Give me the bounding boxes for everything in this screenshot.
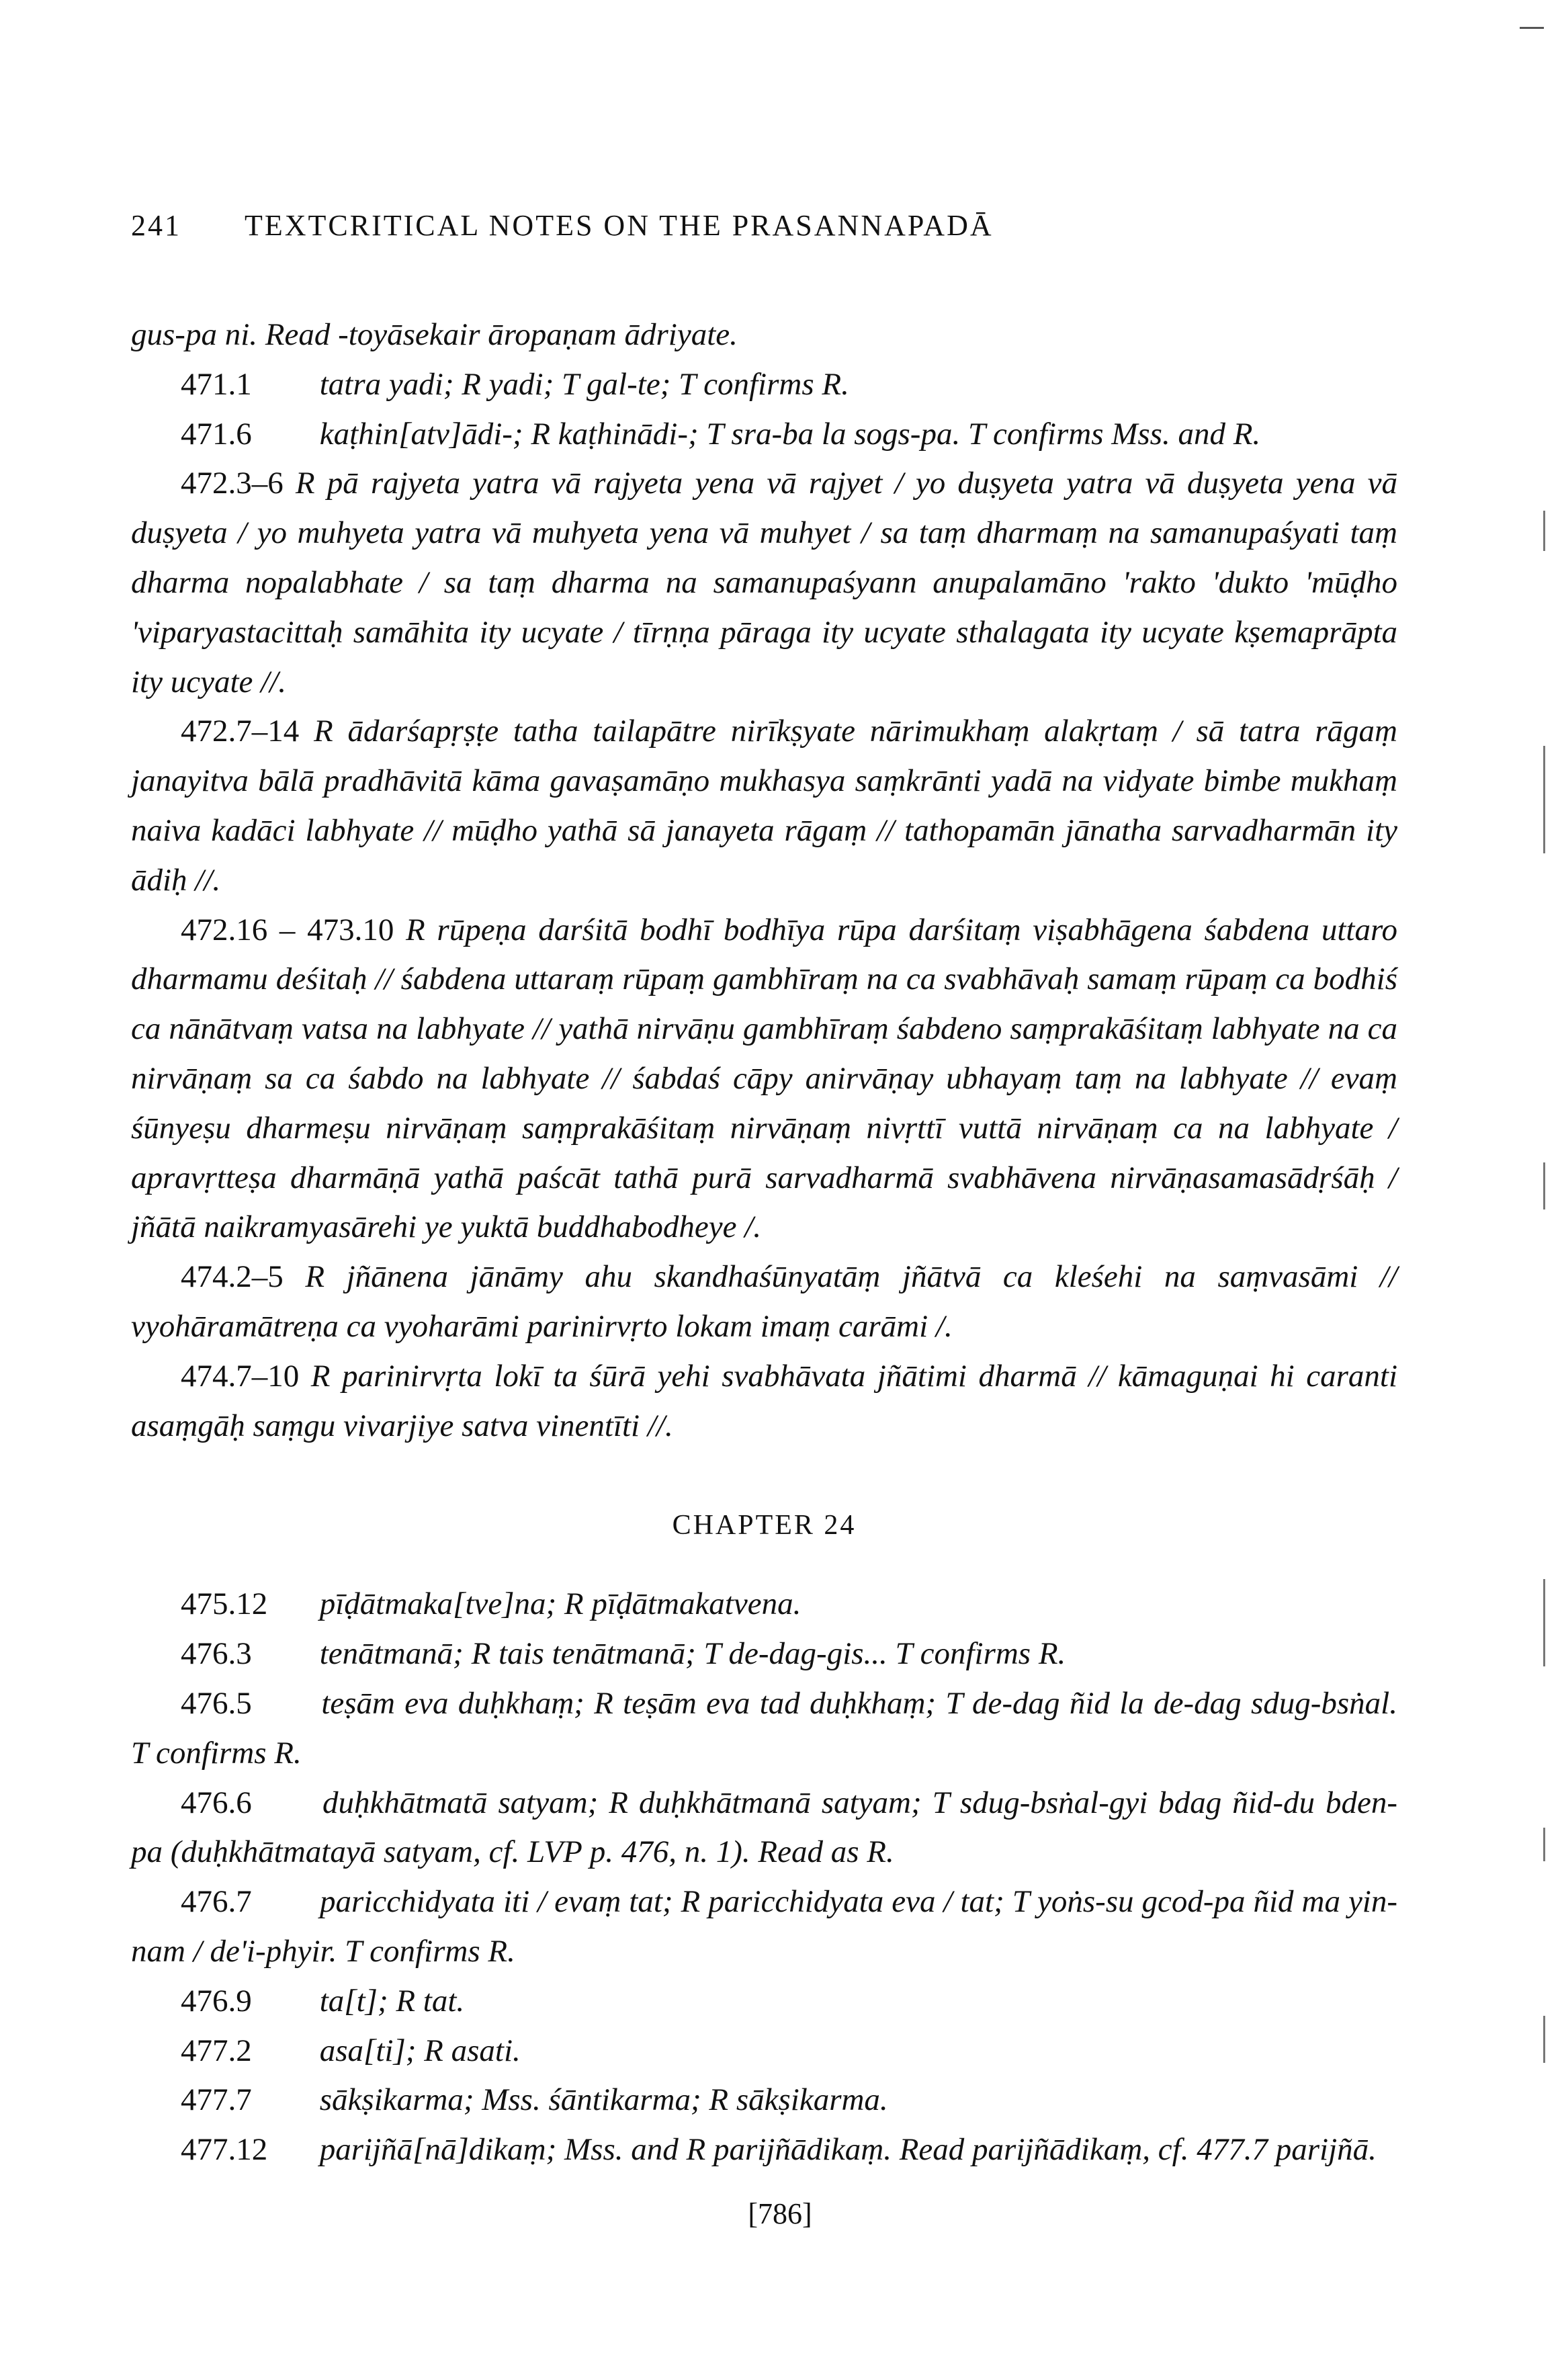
note-text: pīḍātmaka[tve]na; R pīḍātmakatvena. bbox=[319, 1586, 801, 1622]
note-text: paricchidyata iti / evaṃ tat; R paricchidyata eva / tat; T yoṅs-su gcod-pa ñid ma yin-nam / de'i-phyir. T confirms R. bbox=[131, 1884, 1398, 1969]
note-reference: 476.9 bbox=[181, 1983, 252, 2018]
note-reference: 477.2 bbox=[181, 2033, 252, 2068]
note-reference: 476.6 bbox=[181, 1785, 252, 1820]
note-reference: 471.6 bbox=[181, 416, 252, 452]
note-reference: 475.12 bbox=[181, 1586, 268, 1622]
note-reference: 474.2–5 bbox=[181, 1259, 306, 1295]
note-entry bbox=[131, 1977, 1397, 2027]
note-entry bbox=[131, 1580, 1397, 1629]
note-reference: 476.3 bbox=[181, 1636, 252, 1672]
note-reference: 472.7–14 bbox=[181, 714, 314, 749]
note-text: R rūpeṇa darśitā bodhī bodhīya rūpa darśitaṃ viṣabhāgena śabdena uttaro dharmamu deśitaḥ // śabdena uttaraṃ rūpaṃ gambhīraṃ na ca svabhāvaḥ samaṃ rūpaṃ ca bodhiś ca nānātvaṃ vatsa na labhyate // yathā nirvāṇu gambhīraṃ śabdeno saṃprakāśitaṃ labhyate na ca nirvāṇaṃ sa ca śabdo na labhyate // śabdaś cāpy anirvāṇay ubhayaṃ taṃ na labhyate // evaṃ śūnyeṣu dharmeṣu nirvāṇaṃ saṃprakāśitaṃ nirvāṇaṃ nivṛttī vuttā nirvāṇaṃ ca na labhyate / apravṛtteṣa dharmāṇā yathā paścāt tathā purā sarvadharmā svabhāvena nirvāṇasamasādṛśāḥ / jñātā naikramyasārehi ye yuktā buddhabodheye /. bbox=[131, 912, 1398, 1245]
note-entry bbox=[131, 2027, 1397, 2076]
note-text: R ādarśapṛṣṭe tatha tailapātre nirīkṣyate nārimukhaṃ alakṛtaṃ / sā tatra rāgaṃ janayitva bālā pradhāvitā kāma gavaṣamāṇo mukhasya saṃkrānti yadā na vidyate bimbe mukhaṃ naiva kadāci labhyate // mūḍho yathā sā janayeta rāgaṃ // tathopamān jānatha sarvadharmān ity ādiḥ //. bbox=[131, 714, 1397, 898]
scan-edge-line bbox=[1543, 2016, 1545, 2063]
note-continuation bbox=[131, 310, 1397, 360]
note-entry bbox=[131, 1679, 1397, 1779]
note-entry bbox=[131, 1877, 1397, 1977]
note-reference: 477.7 bbox=[181, 2082, 252, 2118]
note-reference: 472.16 – 473.10 bbox=[181, 912, 406, 947]
page-number: [786] bbox=[748, 2197, 812, 2230]
scan-edge-line bbox=[1543, 746, 1545, 853]
running-header bbox=[131, 206, 1394, 246]
note-entry bbox=[131, 906, 1397, 1253]
note-text: R parinirvṛta lokī ta śūrā yehi svabhāvata jñātimi dharmā // kāmaguṇai hi caranti asaṃgāḥ saṃgu vivarjiye satva vinentīti //. bbox=[131, 1358, 1397, 1443]
note-entry bbox=[131, 2076, 1397, 2125]
note-entry bbox=[131, 1252, 1397, 1352]
scan-edge-line bbox=[1543, 1162, 1545, 1209]
scan-edge-line bbox=[1543, 1828, 1545, 1861]
note-entry bbox=[131, 2125, 1397, 2175]
scan-mark bbox=[1520, 27, 1544, 29]
note-entry bbox=[131, 1629, 1397, 1679]
note-text: R jñānena jānāmy ahu skandhaśūnyatāṃ jñātvā ca kleśehi na saṃvasāmi // vyohāramātreṇa ca vyoharāmi parinirvṛto lokam imaṃ carāmi /. bbox=[131, 1259, 1397, 1344]
note-text: gus-pa ni. Read -toyāsekair āropaṇam ādriyate. bbox=[131, 317, 738, 352]
note-entry bbox=[131, 1779, 1397, 1878]
note-reference: 471.1 bbox=[181, 366, 252, 402]
note-reference: 476.5 bbox=[181, 1685, 252, 1721]
running-title: TEXTCRITICAL NOTES ON THE PRASANNAPADĀ bbox=[245, 209, 994, 242]
scan-edge-line bbox=[1543, 1579, 1545, 1666]
note-text: parijñā[nā]dikaṃ; Mss. and R parijñādikaṃ. Read parijñādikaṃ, cf. 477.7 parijñā. bbox=[319, 2132, 1377, 2168]
note-reference: 474.7–10 bbox=[181, 1358, 311, 1394]
note-text: R pā rajyeta yatra vā rajyeta yena vā rajyet / yo duṣyeta yatra vā duṣyeta yena vā duṣyeta / yo muhyeta yatra vā muhyeta yena vā muhyet / sa taṃ dharmaṃ na samanupaśyati taṃ dharma nopalabhate / sa taṃ dharma na samanupaśyann anupalamāno 'rakto 'dukto 'mūḍho 'viparyastacittaḥ samāhita ity ucyate / tīrṇṇa pāraga ity ucyate sthalagata ity ucyate kṣemaprāpta ity ucyate //. bbox=[131, 466, 1397, 699]
note-reference: 472.3–6 bbox=[181, 466, 296, 501]
note-reference: 477.12 bbox=[181, 2132, 268, 2168]
note-text: kaṭhin[atv]ādi-; R kaṭhinādi-; T sra-ba la sogs-pa. T confirms Mss. and R. bbox=[319, 416, 1261, 452]
note-reference: 476.7 bbox=[181, 1884, 252, 1920]
note-text: tenātmanā; R tais tenātmanā; T de-dag-gis... T confirms R. bbox=[319, 1636, 1066, 1672]
note-entry bbox=[131, 459, 1397, 707]
note-text: teṣām eva duḥkhaṃ; R teṣām eva tad duḥkhaṃ; T de-dag ñid la de-dag sdug-bsṅal. T confirms R. bbox=[131, 1685, 1397, 1771]
note-entry bbox=[131, 360, 1397, 410]
note-text: tatra yadi; R yadi; T gal-te; T confirms R. bbox=[319, 366, 849, 402]
note-text: sākṣikarma; Mss. śāntikarma; R sākṣikarma. bbox=[319, 2082, 888, 2118]
scan-edge-line bbox=[1543, 511, 1545, 551]
note-text: duḥkhātmatā satyam; R duḥkhātmanā satyam; T sdug-bsṅal-gyi bdag ñid-du bden-pa (duḥkhātmatayā satyam, cf. LVP p. 476, n. 1). Read as R. bbox=[131, 1785, 1398, 1870]
note-text: asa[ti]; R asati. bbox=[319, 2033, 521, 2068]
note-entry bbox=[131, 707, 1397, 905]
folio-number: 241 bbox=[131, 209, 181, 242]
chapter-heading: CHAPTER 24 bbox=[672, 1510, 857, 1541]
note-entry bbox=[131, 1352, 1397, 1451]
note-entry bbox=[131, 410, 1397, 460]
note-text: ta[t]; R tat. bbox=[319, 1983, 465, 2018]
notes-body bbox=[131, 310, 1397, 2175]
